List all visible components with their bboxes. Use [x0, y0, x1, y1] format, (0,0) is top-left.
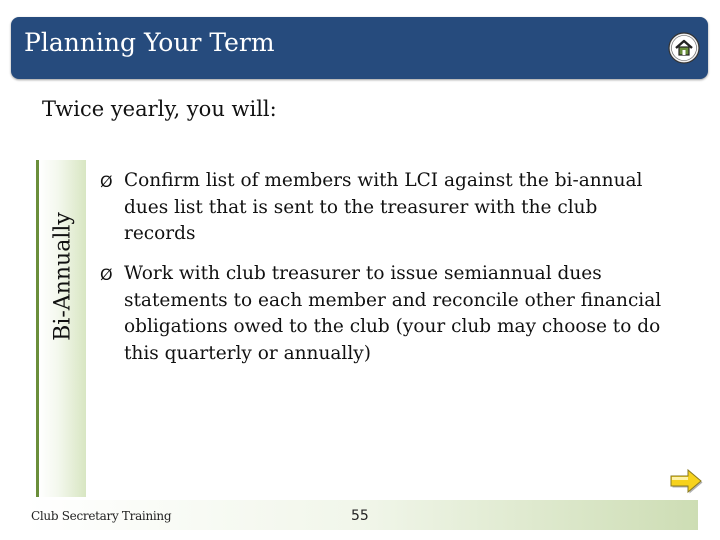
intro-text: Twice yearly, you will:	[42, 97, 277, 121]
page-number: 55	[351, 508, 369, 524]
home-icon[interactable]	[668, 32, 700, 64]
footer-text: Club Secretary Training	[31, 509, 172, 523]
bullet-item	[100, 168, 670, 248]
bullet-text: Work with club treasurer to issue semiannual dues statements to each member and reconcile other financial obligations owed to the club (your club may choose to do this quarterly or annually)	[124, 263, 662, 364]
bullet-item	[100, 261, 670, 367]
next-arrow-icon[interactable]	[668, 467, 704, 495]
bullet-arrow-icon: Ø	[100, 265, 113, 284]
slide-title: Planning Your Term	[24, 28, 275, 57]
bullet-arrow-icon: Ø	[100, 172, 113, 191]
title-bar	[11, 17, 708, 79]
side-label: Bi-Annually	[50, 212, 76, 341]
bullet-text: Confirm list of members with LCI against the bi-annual dues list that is sent to the treasurer with the club records	[124, 170, 643, 244]
